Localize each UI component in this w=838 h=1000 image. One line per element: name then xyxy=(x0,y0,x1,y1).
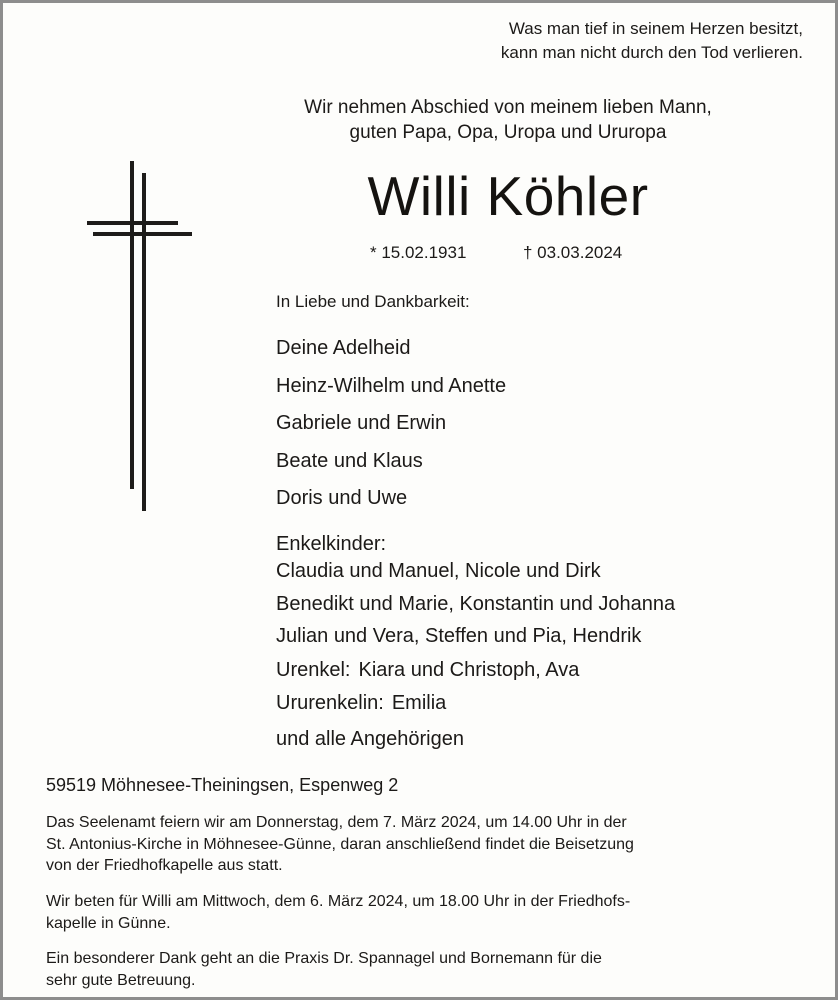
paragraph-line: sehr gute Betreuung. xyxy=(46,971,196,989)
farewell-intro xyxy=(225,95,791,145)
motto-line: kann man nicht durch den Tod verlieren. xyxy=(500,43,803,62)
great-grandchildren-names: Kiara und Christoph, Ava xyxy=(358,659,580,681)
deceased-name: Willi Köhler xyxy=(367,165,649,227)
paragraph-line: kapelle in Günne. xyxy=(46,914,171,932)
great-great-grandchild-name: Emilia xyxy=(391,692,447,714)
paragraph-line: Das Seelenamt feiern wir am Donnerstag, dem 7. März 2024, um 14.00 Uhr in der xyxy=(46,814,627,831)
paragraph-line: von der Friedhofkapelle aus statt. xyxy=(46,857,283,874)
great-great-grandchild-label: Ururenkelin: xyxy=(276,692,384,714)
requiem-paragraph xyxy=(46,812,786,877)
cross-icon xyxy=(142,173,146,511)
list-item: Heinz-Wilhelm und Anette xyxy=(276,374,507,397)
motto-line: Was man tief in seinem Herzen besitzt, xyxy=(508,19,803,38)
paragraph-line: Wir beten für Willi am Mittwoch, dem 6. März 2024, um 18.00 Uhr in der Friedhofs- xyxy=(46,893,631,910)
grandchildren-list xyxy=(276,558,675,656)
cross-icon xyxy=(87,221,178,225)
cross-icon xyxy=(130,161,134,489)
list-item: Claudia und Manuel, Nicole und Dirk xyxy=(276,560,601,582)
list-item: Doris und Uwe xyxy=(276,487,408,509)
prayer-paragraph xyxy=(46,891,786,934)
list-item: Beate und Klaus xyxy=(276,449,423,472)
great-grandchildren-label: Urenkel: xyxy=(276,659,351,681)
death-date: † 03.03.2024 xyxy=(523,243,623,262)
birth-date: * 15.02.1931 xyxy=(370,243,467,262)
paragraph-line: St. Antonius-Kirche in Möhnesee-Günne, daran anschließend findet die Beisetzung xyxy=(46,835,634,853)
cross-icon xyxy=(93,232,192,236)
grandchildren-heading: Enkelkinder: xyxy=(276,533,387,555)
mourners-intro: In Liebe und Dankbarkeit: xyxy=(276,292,470,311)
great-grandchildren-line xyxy=(276,657,579,683)
list-item: Gabriele und Erwin xyxy=(276,412,447,434)
motto-quote xyxy=(501,17,803,65)
list-item: Julian und Vera, Steffen und Pia, Hendrik xyxy=(276,625,642,647)
family-list xyxy=(276,335,506,523)
intro-line: Wir nehmen Abschied von meinem lieben Mann, xyxy=(304,97,712,118)
list-item: Benedikt und Marie, Konstantin und Johanna xyxy=(276,592,676,615)
relatives-line: und alle Angehörigen xyxy=(276,728,464,750)
address: 59519 Möhnesee-Theiningsen, Espenweg 2 xyxy=(46,775,399,795)
list-item: Deine Adelheid xyxy=(276,337,411,359)
thanks-paragraph xyxy=(46,948,786,991)
great-great-grandchild-line xyxy=(276,690,446,716)
paragraph-line: Ein besonderer Dank geht an die Praxis Dr. Spannagel und Bornemann für die xyxy=(46,950,602,967)
intro-line: guten Papa, Opa, Uropa und Ururopa xyxy=(349,122,667,143)
